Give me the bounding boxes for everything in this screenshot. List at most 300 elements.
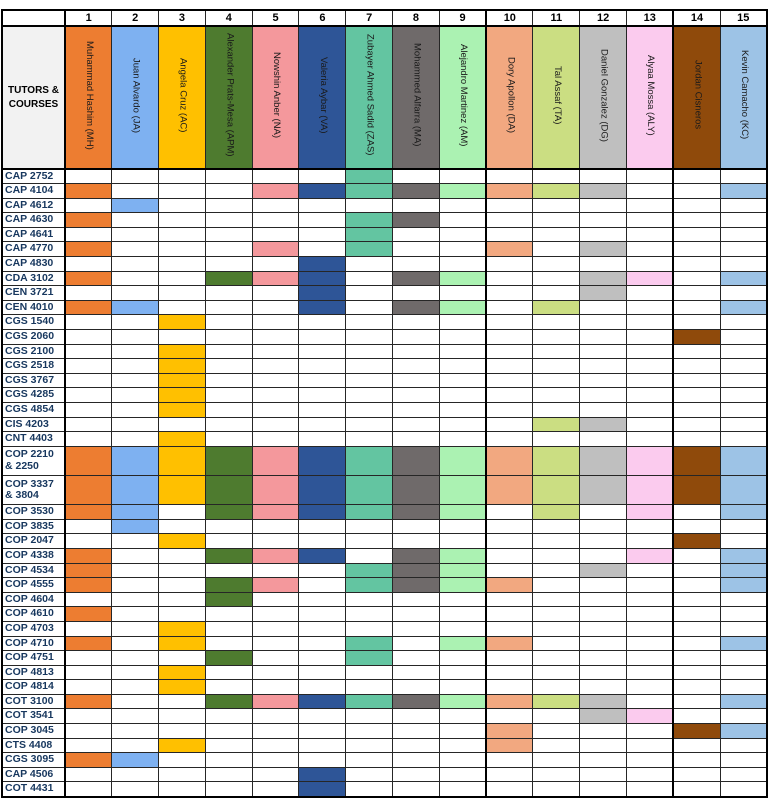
matrix-cell[interactable] bbox=[112, 636, 159, 651]
matrix-cell[interactable] bbox=[720, 227, 767, 242]
matrix-cell[interactable] bbox=[673, 738, 720, 753]
matrix-cell[interactable] bbox=[159, 505, 206, 520]
column-number-1[interactable]: 1 bbox=[65, 10, 112, 26]
matrix-cell[interactable] bbox=[673, 709, 720, 724]
course-row-label[interactable]: CIS 4203 bbox=[2, 417, 65, 432]
matrix-cell[interactable] bbox=[486, 432, 533, 447]
matrix-cell[interactable] bbox=[205, 782, 252, 797]
column-number-11[interactable]: 11 bbox=[533, 10, 580, 26]
matrix-cell[interactable] bbox=[580, 709, 627, 724]
matrix-cell[interactable] bbox=[580, 242, 627, 257]
matrix-cell[interactable] bbox=[720, 578, 767, 593]
matrix-cell[interactable] bbox=[486, 300, 533, 315]
matrix-cell[interactable] bbox=[533, 753, 580, 768]
matrix-cell[interactable] bbox=[533, 534, 580, 549]
tutor-col-header[interactable] bbox=[205, 26, 252, 169]
matrix-cell[interactable] bbox=[112, 738, 159, 753]
matrix-cell[interactable] bbox=[627, 767, 674, 782]
matrix-cell[interactable] bbox=[533, 388, 580, 403]
matrix-cell[interactable] bbox=[720, 563, 767, 578]
matrix-cell[interactable] bbox=[720, 184, 767, 199]
matrix-cell[interactable] bbox=[393, 665, 440, 680]
matrix-cell[interactable] bbox=[486, 782, 533, 797]
matrix-cell[interactable] bbox=[580, 651, 627, 666]
matrix-cell[interactable] bbox=[439, 417, 486, 432]
matrix-cell[interactable] bbox=[627, 534, 674, 549]
course-row-label[interactable]: COP 4751 bbox=[2, 651, 65, 666]
course-row-label[interactable]: CGS 4285 bbox=[2, 388, 65, 403]
matrix-cell[interactable] bbox=[720, 548, 767, 563]
matrix-cell[interactable] bbox=[346, 213, 393, 228]
matrix-cell[interactable] bbox=[627, 636, 674, 651]
course-row-label[interactable]: COP 2210 & 2250 bbox=[2, 446, 65, 475]
matrix-cell[interactable] bbox=[393, 403, 440, 418]
matrix-cell[interactable] bbox=[673, 753, 720, 768]
matrix-cell[interactable] bbox=[486, 534, 533, 549]
matrix-cell[interactable] bbox=[580, 694, 627, 709]
matrix-cell[interactable] bbox=[299, 680, 346, 695]
course-row-label[interactable]: CEN 4010 bbox=[2, 300, 65, 315]
matrix-cell[interactable] bbox=[299, 592, 346, 607]
matrix-cell[interactable] bbox=[486, 548, 533, 563]
matrix-cell[interactable] bbox=[673, 651, 720, 666]
matrix-cell[interactable] bbox=[252, 213, 299, 228]
matrix-cell[interactable] bbox=[439, 534, 486, 549]
matrix-cell[interactable] bbox=[346, 665, 393, 680]
matrix-cell[interactable] bbox=[205, 592, 252, 607]
course-row-label[interactable]: COP 4534 bbox=[2, 563, 65, 578]
matrix-cell[interactable] bbox=[580, 300, 627, 315]
matrix-cell[interactable] bbox=[112, 475, 159, 504]
matrix-cell[interactable] bbox=[580, 621, 627, 636]
matrix-cell[interactable] bbox=[486, 242, 533, 257]
column-number-7[interactable]: 7 bbox=[346, 10, 393, 26]
matrix-cell[interactable] bbox=[299, 767, 346, 782]
matrix-cell[interactable] bbox=[346, 198, 393, 213]
matrix-cell[interactable] bbox=[112, 782, 159, 797]
matrix-cell[interactable] bbox=[393, 563, 440, 578]
matrix-cell[interactable] bbox=[346, 636, 393, 651]
matrix-cell[interactable] bbox=[65, 592, 112, 607]
matrix-cell[interactable] bbox=[205, 680, 252, 695]
matrix-cell[interactable] bbox=[533, 213, 580, 228]
matrix-cell[interactable] bbox=[65, 563, 112, 578]
matrix-cell[interactable] bbox=[346, 432, 393, 447]
matrix-cell[interactable] bbox=[393, 286, 440, 301]
matrix-cell[interactable] bbox=[393, 621, 440, 636]
matrix-cell[interactable] bbox=[65, 782, 112, 797]
matrix-cell[interactable] bbox=[393, 767, 440, 782]
course-row-label[interactable]: COT 3541 bbox=[2, 709, 65, 724]
course-row-label[interactable]: CAP 4770 bbox=[2, 242, 65, 257]
matrix-cell[interactable] bbox=[346, 621, 393, 636]
matrix-cell[interactable] bbox=[439, 169, 486, 184]
matrix-cell[interactable] bbox=[627, 242, 674, 257]
matrix-cell[interactable] bbox=[720, 534, 767, 549]
matrix-cell[interactable] bbox=[159, 475, 206, 504]
matrix-cell[interactable] bbox=[720, 505, 767, 520]
matrix-cell[interactable] bbox=[439, 184, 486, 199]
matrix-cell[interactable] bbox=[112, 184, 159, 199]
matrix-cell[interactable] bbox=[439, 767, 486, 782]
matrix-cell[interactable] bbox=[439, 563, 486, 578]
matrix-cell[interactable] bbox=[720, 519, 767, 534]
matrix-cell[interactable] bbox=[65, 359, 112, 374]
matrix-cell[interactable] bbox=[393, 213, 440, 228]
matrix-cell[interactable] bbox=[673, 665, 720, 680]
matrix-cell[interactable] bbox=[393, 257, 440, 272]
matrix-cell[interactable] bbox=[159, 636, 206, 651]
matrix-cell[interactable] bbox=[299, 344, 346, 359]
matrix-cell[interactable] bbox=[533, 242, 580, 257]
matrix-cell[interactable] bbox=[580, 782, 627, 797]
matrix-cell[interactable] bbox=[580, 563, 627, 578]
matrix-cell[interactable] bbox=[486, 519, 533, 534]
matrix-cell[interactable] bbox=[393, 373, 440, 388]
matrix-cell[interactable] bbox=[439, 286, 486, 301]
matrix-cell[interactable] bbox=[299, 446, 346, 475]
matrix-cell[interactable] bbox=[439, 519, 486, 534]
matrix-cell[interactable] bbox=[533, 548, 580, 563]
course-row-label[interactable]: CAP 4641 bbox=[2, 227, 65, 242]
matrix-cell[interactable] bbox=[439, 548, 486, 563]
matrix-cell[interactable] bbox=[252, 534, 299, 549]
matrix-cell[interactable] bbox=[346, 446, 393, 475]
matrix-cell[interactable] bbox=[346, 578, 393, 593]
matrix-cell[interactable] bbox=[580, 184, 627, 199]
course-row-label[interactable]: COP 4555 bbox=[2, 578, 65, 593]
matrix-cell[interactable] bbox=[65, 636, 112, 651]
matrix-cell[interactable] bbox=[720, 621, 767, 636]
course-row-label[interactable]: COP 4814 bbox=[2, 680, 65, 695]
matrix-cell[interactable] bbox=[346, 709, 393, 724]
matrix-cell[interactable] bbox=[65, 227, 112, 242]
matrix-cell[interactable] bbox=[205, 359, 252, 374]
matrix-cell[interactable] bbox=[346, 651, 393, 666]
matrix-cell[interactable] bbox=[112, 621, 159, 636]
matrix-cell[interactable] bbox=[580, 432, 627, 447]
matrix-cell[interactable] bbox=[205, 709, 252, 724]
matrix-cell[interactable] bbox=[533, 403, 580, 418]
matrix-cell[interactable] bbox=[346, 519, 393, 534]
matrix-cell[interactable] bbox=[252, 359, 299, 374]
matrix-cell[interactable] bbox=[112, 767, 159, 782]
matrix-cell[interactable] bbox=[299, 782, 346, 797]
matrix-cell[interactable] bbox=[346, 359, 393, 374]
matrix-cell[interactable] bbox=[299, 432, 346, 447]
matrix-cell[interactable] bbox=[205, 475, 252, 504]
matrix-cell[interactable] bbox=[346, 403, 393, 418]
matrix-cell[interactable] bbox=[205, 724, 252, 739]
tutor-col-header[interactable] bbox=[627, 26, 674, 169]
matrix-cell[interactable] bbox=[720, 271, 767, 286]
matrix-cell[interactable] bbox=[393, 271, 440, 286]
matrix-cell[interactable] bbox=[65, 432, 112, 447]
matrix-cell[interactable] bbox=[533, 505, 580, 520]
matrix-cell[interactable] bbox=[439, 198, 486, 213]
column-number-14[interactable]: 14 bbox=[673, 10, 720, 26]
matrix-cell[interactable] bbox=[533, 592, 580, 607]
matrix-cell[interactable] bbox=[65, 213, 112, 228]
matrix-cell[interactable] bbox=[720, 417, 767, 432]
matrix-cell[interactable] bbox=[486, 680, 533, 695]
matrix-cell[interactable] bbox=[299, 563, 346, 578]
matrix-cell[interactable] bbox=[627, 286, 674, 301]
matrix-cell[interactable] bbox=[393, 753, 440, 768]
matrix-cell[interactable] bbox=[299, 242, 346, 257]
matrix-cell[interactable] bbox=[252, 432, 299, 447]
matrix-cell[interactable] bbox=[393, 724, 440, 739]
matrix-cell[interactable] bbox=[205, 227, 252, 242]
matrix-cell[interactable] bbox=[393, 505, 440, 520]
matrix-cell[interactable] bbox=[627, 315, 674, 330]
matrix-cell[interactable] bbox=[252, 271, 299, 286]
matrix-cell[interactable] bbox=[205, 257, 252, 272]
matrix-cell[interactable] bbox=[580, 665, 627, 680]
matrix-cell[interactable] bbox=[65, 330, 112, 345]
matrix-cell[interactable] bbox=[673, 578, 720, 593]
matrix-cell[interactable] bbox=[580, 724, 627, 739]
matrix-cell[interactable] bbox=[159, 286, 206, 301]
matrix-cell[interactable] bbox=[393, 548, 440, 563]
matrix-cell[interactable] bbox=[439, 373, 486, 388]
matrix-cell[interactable] bbox=[159, 753, 206, 768]
matrix-cell[interactable] bbox=[486, 388, 533, 403]
course-row-label[interactable]: CAP 4830 bbox=[2, 257, 65, 272]
matrix-cell[interactable] bbox=[159, 592, 206, 607]
matrix-cell[interactable] bbox=[252, 665, 299, 680]
matrix-cell[interactable] bbox=[486, 621, 533, 636]
matrix-cell[interactable] bbox=[205, 330, 252, 345]
matrix-cell[interactable] bbox=[439, 651, 486, 666]
matrix-cell[interactable] bbox=[533, 709, 580, 724]
matrix-cell[interactable] bbox=[580, 315, 627, 330]
matrix-cell[interactable] bbox=[252, 694, 299, 709]
matrix-cell[interactable] bbox=[159, 373, 206, 388]
matrix-cell[interactable] bbox=[65, 475, 112, 504]
matrix-cell[interactable] bbox=[65, 417, 112, 432]
column-number-10[interactable]: 10 bbox=[486, 10, 533, 26]
matrix-cell[interactable] bbox=[252, 403, 299, 418]
matrix-cell[interactable] bbox=[533, 782, 580, 797]
matrix-cell[interactable] bbox=[533, 315, 580, 330]
matrix-cell[interactable] bbox=[393, 709, 440, 724]
matrix-cell[interactable] bbox=[627, 563, 674, 578]
matrix-cell[interactable] bbox=[299, 607, 346, 622]
matrix-cell[interactable] bbox=[112, 446, 159, 475]
matrix-cell[interactable] bbox=[720, 446, 767, 475]
matrix-cell[interactable] bbox=[65, 271, 112, 286]
matrix-cell[interactable] bbox=[159, 432, 206, 447]
matrix-cell[interactable] bbox=[252, 621, 299, 636]
tutor-col-header[interactable] bbox=[673, 26, 720, 169]
matrix-cell[interactable] bbox=[252, 505, 299, 520]
matrix-cell[interactable] bbox=[533, 475, 580, 504]
course-row-label[interactable]: COP 4610 bbox=[2, 607, 65, 622]
matrix-cell[interactable] bbox=[393, 636, 440, 651]
matrix-cell[interactable] bbox=[205, 184, 252, 199]
matrix-cell[interactable] bbox=[252, 446, 299, 475]
matrix-cell[interactable] bbox=[393, 227, 440, 242]
matrix-cell[interactable] bbox=[112, 227, 159, 242]
matrix-cell[interactable] bbox=[439, 680, 486, 695]
column-number-2[interactable]: 2 bbox=[112, 10, 159, 26]
matrix-cell[interactable] bbox=[627, 373, 674, 388]
matrix-cell[interactable] bbox=[580, 388, 627, 403]
course-row-label[interactable]: COT 3100 bbox=[2, 694, 65, 709]
matrix-cell[interactable] bbox=[393, 651, 440, 666]
tutor-col-header[interactable] bbox=[65, 26, 112, 169]
matrix-cell[interactable] bbox=[112, 373, 159, 388]
matrix-cell[interactable] bbox=[65, 665, 112, 680]
matrix-cell[interactable] bbox=[627, 344, 674, 359]
matrix-cell[interactable] bbox=[580, 738, 627, 753]
matrix-cell[interactable] bbox=[393, 607, 440, 622]
matrix-cell[interactable] bbox=[720, 432, 767, 447]
matrix-cell[interactable] bbox=[65, 651, 112, 666]
matrix-cell[interactable] bbox=[252, 607, 299, 622]
matrix-cell[interactable] bbox=[720, 607, 767, 622]
course-row-label[interactable]: CAP 4104 bbox=[2, 184, 65, 199]
matrix-cell[interactable] bbox=[205, 665, 252, 680]
matrix-cell[interactable] bbox=[112, 534, 159, 549]
column-number-5[interactable]: 5 bbox=[252, 10, 299, 26]
matrix-cell[interactable] bbox=[112, 213, 159, 228]
matrix-cell[interactable] bbox=[580, 257, 627, 272]
matrix-cell[interactable] bbox=[533, 169, 580, 184]
matrix-cell[interactable] bbox=[346, 592, 393, 607]
matrix-cell[interactable] bbox=[112, 563, 159, 578]
course-row-label[interactable]: CAP 4612 bbox=[2, 198, 65, 213]
matrix-cell[interactable] bbox=[252, 548, 299, 563]
matrix-cell[interactable] bbox=[627, 432, 674, 447]
matrix-cell[interactable] bbox=[486, 563, 533, 578]
column-number-12[interactable]: 12 bbox=[580, 10, 627, 26]
matrix-cell[interactable] bbox=[580, 359, 627, 374]
matrix-cell[interactable] bbox=[393, 694, 440, 709]
matrix-cell[interactable] bbox=[112, 242, 159, 257]
matrix-cell[interactable] bbox=[486, 724, 533, 739]
matrix-cell[interactable] bbox=[252, 563, 299, 578]
matrix-cell[interactable] bbox=[346, 694, 393, 709]
matrix-cell[interactable] bbox=[533, 300, 580, 315]
matrix-cell[interactable] bbox=[439, 694, 486, 709]
matrix-cell[interactable] bbox=[673, 636, 720, 651]
matrix-cell[interactable] bbox=[627, 417, 674, 432]
matrix-cell[interactable] bbox=[159, 315, 206, 330]
matrix-cell[interactable] bbox=[580, 607, 627, 622]
matrix-cell[interactable] bbox=[533, 359, 580, 374]
matrix-cell[interactable] bbox=[159, 446, 206, 475]
matrix-cell[interactable] bbox=[627, 665, 674, 680]
matrix-cell[interactable] bbox=[112, 607, 159, 622]
matrix-cell[interactable] bbox=[720, 257, 767, 272]
matrix-cell[interactable] bbox=[673, 315, 720, 330]
course-row-label[interactable]: COP 2047 bbox=[2, 534, 65, 549]
matrix-cell[interactable] bbox=[486, 315, 533, 330]
matrix-cell[interactable] bbox=[112, 198, 159, 213]
matrix-cell[interactable] bbox=[299, 694, 346, 709]
matrix-cell[interactable] bbox=[346, 315, 393, 330]
matrix-cell[interactable] bbox=[720, 300, 767, 315]
matrix-cell[interactable] bbox=[252, 242, 299, 257]
matrix-cell[interactable] bbox=[580, 271, 627, 286]
matrix-cell[interactable] bbox=[346, 169, 393, 184]
matrix-cell[interactable] bbox=[439, 607, 486, 622]
matrix-cell[interactable] bbox=[159, 519, 206, 534]
matrix-cell[interactable] bbox=[252, 344, 299, 359]
matrix-cell[interactable] bbox=[65, 607, 112, 622]
matrix-cell[interactable] bbox=[627, 753, 674, 768]
matrix-cell[interactable] bbox=[720, 169, 767, 184]
matrix-cell[interactable] bbox=[65, 184, 112, 199]
matrix-cell[interactable] bbox=[252, 417, 299, 432]
matrix-cell[interactable] bbox=[159, 694, 206, 709]
matrix-cell[interactable] bbox=[393, 330, 440, 345]
matrix-cell[interactable] bbox=[627, 578, 674, 593]
matrix-cell[interactable] bbox=[720, 403, 767, 418]
matrix-cell[interactable] bbox=[346, 534, 393, 549]
matrix-cell[interactable] bbox=[205, 738, 252, 753]
matrix-cell[interactable] bbox=[673, 475, 720, 504]
matrix-cell[interactable] bbox=[252, 388, 299, 403]
matrix-cell[interactable] bbox=[486, 694, 533, 709]
matrix-cell[interactable] bbox=[299, 519, 346, 534]
matrix-cell[interactable] bbox=[299, 738, 346, 753]
matrix-cell[interactable] bbox=[673, 184, 720, 199]
matrix-cell[interactable] bbox=[533, 446, 580, 475]
matrix-cell[interactable] bbox=[533, 578, 580, 593]
matrix-cell[interactable] bbox=[252, 651, 299, 666]
matrix-cell[interactable] bbox=[205, 636, 252, 651]
matrix-cell[interactable] bbox=[486, 505, 533, 520]
matrix-cell[interactable] bbox=[159, 169, 206, 184]
matrix-cell[interactable] bbox=[112, 505, 159, 520]
matrix-cell[interactable] bbox=[580, 403, 627, 418]
matrix-cell[interactable] bbox=[205, 563, 252, 578]
matrix-cell[interactable] bbox=[205, 621, 252, 636]
course-row-label[interactable]: CGS 1540 bbox=[2, 315, 65, 330]
matrix-cell[interactable] bbox=[112, 344, 159, 359]
matrix-cell[interactable] bbox=[720, 665, 767, 680]
matrix-cell[interactable] bbox=[533, 330, 580, 345]
column-number-6[interactable]: 6 bbox=[299, 10, 346, 26]
matrix-cell[interactable] bbox=[299, 403, 346, 418]
tutor-col-header[interactable] bbox=[299, 26, 346, 169]
matrix-cell[interactable] bbox=[65, 694, 112, 709]
matrix-cell[interactable] bbox=[720, 694, 767, 709]
matrix-cell[interactable] bbox=[65, 724, 112, 739]
matrix-cell[interactable] bbox=[299, 534, 346, 549]
matrix-cell[interactable] bbox=[533, 607, 580, 622]
matrix-cell[interactable] bbox=[205, 213, 252, 228]
matrix-cell[interactable] bbox=[299, 257, 346, 272]
matrix-cell[interactable] bbox=[252, 709, 299, 724]
matrix-cell[interactable] bbox=[720, 388, 767, 403]
matrix-cell[interactable] bbox=[65, 344, 112, 359]
matrix-cell[interactable] bbox=[580, 330, 627, 345]
matrix-cell[interactable] bbox=[580, 505, 627, 520]
matrix-cell[interactable] bbox=[346, 330, 393, 345]
matrix-cell[interactable] bbox=[299, 388, 346, 403]
matrix-cell[interactable] bbox=[673, 300, 720, 315]
matrix-cell[interactable] bbox=[580, 373, 627, 388]
matrix-cell[interactable] bbox=[720, 286, 767, 301]
matrix-cell[interactable] bbox=[580, 475, 627, 504]
matrix-cell[interactable] bbox=[159, 621, 206, 636]
matrix-cell[interactable] bbox=[159, 300, 206, 315]
matrix-cell[interactable] bbox=[159, 563, 206, 578]
